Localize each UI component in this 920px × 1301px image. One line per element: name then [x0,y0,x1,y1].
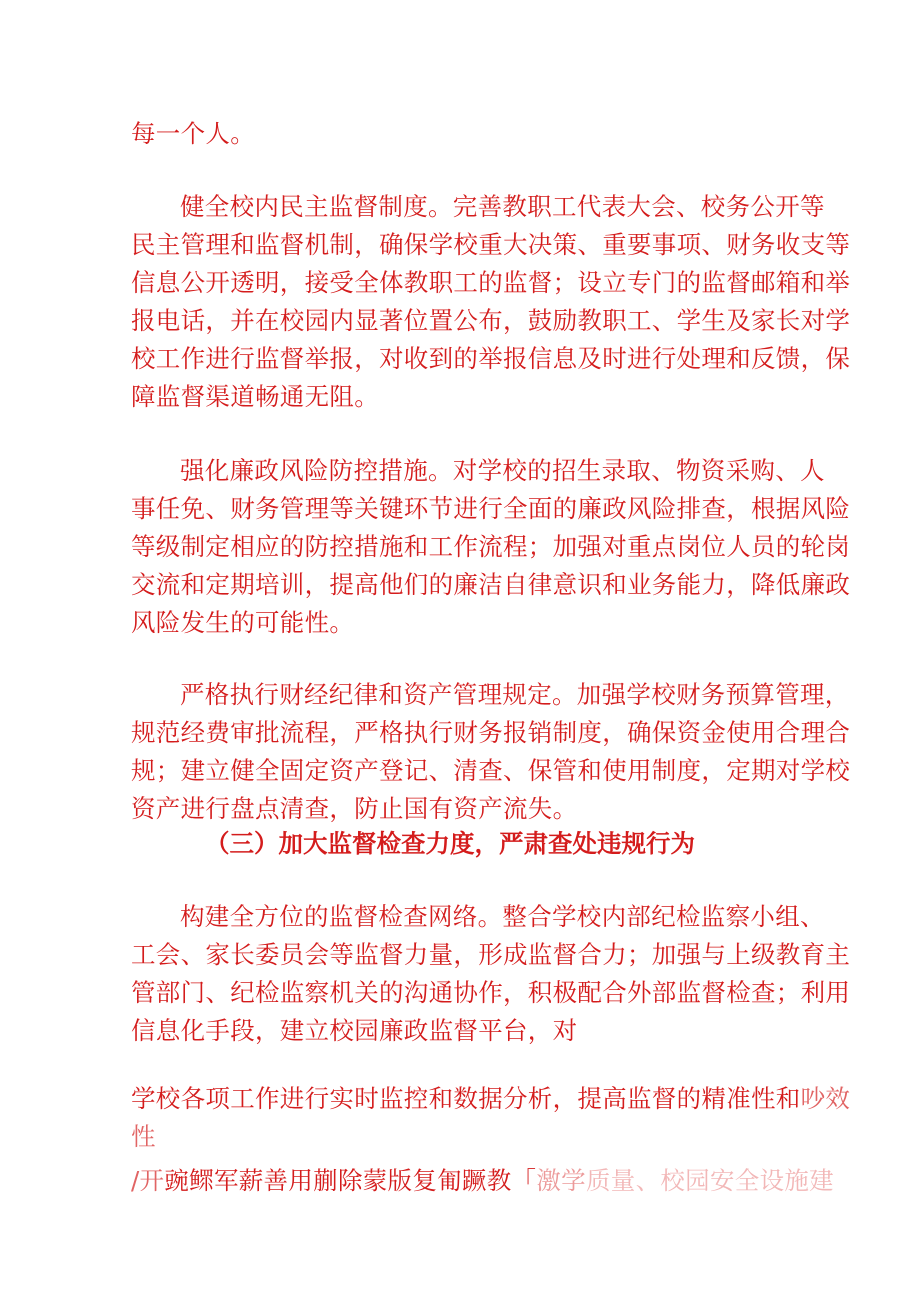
paragraph-line: 信息公开透明，接受全体教职工的监督；设立专门的监督邮箱和举 [131,268,851,297]
paragraph-line: 每一个人。 [131,119,255,148]
paragraph-line: 风险发生的可能性。 [131,608,355,637]
paragraph-line: 性 [131,1122,156,1151]
paragraph-line: 交流和定期培训，提高他们的廉洁自律意识和业务能力，降低廉政 [131,570,851,599]
paragraph-line: 等级制定相应的防控措施和工作流程；加强对重点岗位人员的轮岗 [131,532,851,561]
paragraph-line: 规；建立健全固定资产登记、清查、保管和使用制度，定期对学校 [131,756,851,785]
paragraph-line: 民主管理和监督机制，确保学校重大决策、重要事项、财务收支等 [131,230,851,259]
paragraph-line: 规范经费审批流程，严格执行财务报销制度，确保资金使用合理合 [131,718,851,747]
paragraph-line: 管部门、纪检监察机关的沟通协作，积极配合外部监督检查；利用 [131,978,851,1007]
paragraph-line: 构建全方位的监督检查网络。整合学校内部纪检监察小组、 [180,902,825,931]
paragraph-line [131,1081,850,1117]
faded-text: /开 [131,1166,165,1195]
line-text: 学校各项工作进行实时监控和数据分析，提高监督的精准性和 [131,1084,801,1113]
faded-text: 质量、校园安全设施建 [585,1166,834,1195]
paragraph-line: 事任免、财务管理等关键环节进行全面的廉政风险排查，根据风险 [131,494,851,523]
paragraph-line: 校工作进行监督举报，对收到的举报信息及时进行处理和反馈，保 [131,344,851,373]
paragraph-line [131,1163,834,1199]
paragraph-line: 强化廉政风险防控措施。对学校的招生录取、物资采购、人 [180,456,825,485]
paragraph-line: 报电话，并在校园内显著位置公布，鼓励教职工、学生及家长对学 [131,306,851,335]
paragraph-line: 健全校内民主监督制度。完善教职工代表大会、校务公开等 [180,192,825,221]
paragraph-line: 工会、家长委员会等监督力量，形成监督合力；加强与上级教育主 [131,940,851,969]
paragraph-line: 障监督渠道畅通无阻。 [131,382,379,411]
paragraph-line: 资产进行盘点清查，防止国有资产流失。 [131,794,578,823]
faded-text: 吵效 [800,1084,851,1113]
paragraph-line: 严格执行财经纪律和资产管理规定。加强学校财务预算管理， [180,680,850,709]
paragraph-line: 信息化手段，建立校园廉政监督平台，对 [131,1016,578,1045]
section-heading: （三）加大监督检查力度，严肃查处违规行为 [205,829,695,858]
line-text: 豌鳏军薪善用蒯除蒙版复匍蹶教「 [164,1166,537,1195]
faded-text: 激学 [536,1166,586,1195]
